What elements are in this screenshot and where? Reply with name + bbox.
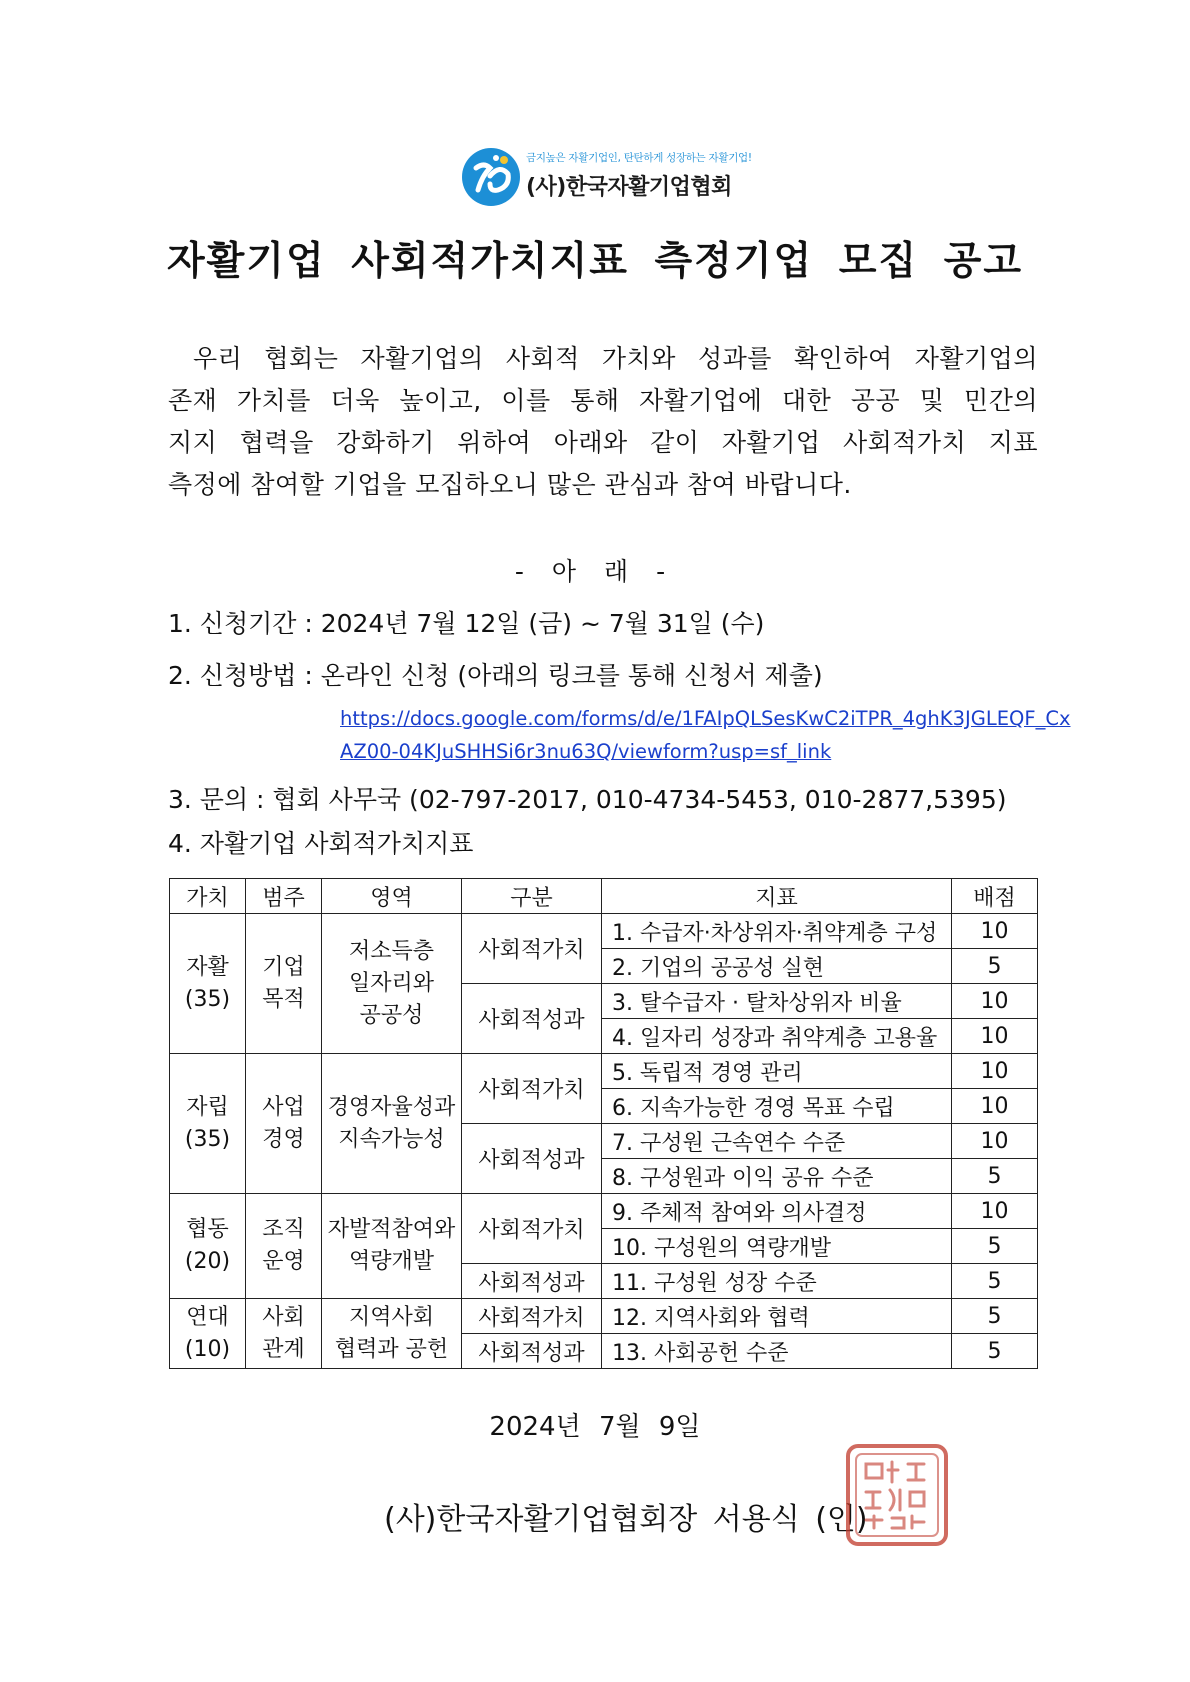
indicator-cell: 10. 구성원의 역량개발 [602, 1229, 952, 1264]
value-cell: 자립 (35) [170, 1054, 246, 1194]
page-title: 자활기업 사회적가치지표 측정기업 모집 공고 [166, 239, 1024, 284]
type-cell: 사회적성과 [462, 1124, 602, 1194]
intro-paragraph [168, 338, 1038, 506]
signer-line: (사)한국자활기업협회장 서용식 (인) [384, 1502, 868, 1537]
org-logo [460, 140, 760, 210]
indicator-cell: 4. 일자리 성장과 취약계층 고용율 [602, 1019, 952, 1054]
org-logo-icon [460, 146, 522, 208]
official-seal-icon [842, 1440, 952, 1550]
indicator-cell: 13. 사회공헌 수준 [602, 1334, 952, 1369]
indicators-heading: 4. 자활기업 사회적가치지표 [168, 829, 474, 858]
intro-line: 측정에 참여할 기업을 모집하오니 많은 관심과 참여 바랍니다. [168, 470, 852, 499]
header-score: 배점 [952, 879, 1038, 914]
category-cell: 조직 운영 [246, 1194, 322, 1299]
score-cell: 10 [952, 1124, 1038, 1159]
logo-org-name: (사)한국자활기업협회 [526, 175, 732, 200]
header-indicator: 지표 [602, 879, 952, 914]
table-row [170, 1054, 1038, 1089]
table-row [170, 1299, 1038, 1334]
score-cell: 10 [952, 1089, 1038, 1124]
score-cell: 10 [952, 914, 1038, 949]
type-cell: 사회적성과 [462, 1334, 602, 1369]
application-form-link[interactable]: https://docs.google.com/forms/d/e/1FAIpQLSesKwC2iTPR_4ghK3JGLEQF_Cx [340, 707, 1071, 730]
score-cell: 5 [952, 1264, 1038, 1299]
value-cell: 협동 (20) [170, 1194, 246, 1299]
value-cell: 자활 (35) [170, 914, 246, 1054]
score-cell: 5 [952, 1159, 1038, 1194]
indicator-cell: 8. 구성원과 이익 공유 수준 [602, 1159, 952, 1194]
type-cell: 사회적가치 [462, 1299, 602, 1334]
notice-date: 2024년 7월 9일 [489, 1412, 701, 1442]
indicator-cell: 11. 구성원 성장 수준 [602, 1264, 952, 1299]
table-header-row [170, 879, 1038, 914]
score-cell: 10 [952, 1194, 1038, 1229]
header-area: 영역 [322, 879, 462, 914]
indicator-cell: 1. 수급자·차상위자·취약계층 구성 [602, 914, 952, 949]
logo-tagline: 금지높은 자활기업인, 탄탄하게 성장하는 자활기업! [526, 152, 752, 164]
contact-info: 3. 문의 : 협회 사무국 (02-797-2017, 010-4734-5453, 010-2877,5395) [168, 785, 1007, 814]
application-method: 2. 신청방법 : 온라인 신청 (아래의 링크를 통해 신청서 제출) [168, 661, 823, 690]
score-cell: 5 [952, 949, 1038, 984]
intro-line: 지지 협력을 강화하기 위하여 아래와 같이 자활기업 사회적가치 지표 [168, 428, 1038, 457]
type-cell: 사회적가치 [462, 1054, 602, 1124]
value-cell: 연대 (10) [170, 1299, 246, 1369]
score-cell: 10 [952, 984, 1038, 1019]
area-cell: 자발적참여와 역량개발 [322, 1194, 462, 1299]
indicator-cell: 6. 지속가능한 경영 목표 수립 [602, 1089, 952, 1124]
area-cell: 저소득층 일자리와 공공성 [322, 914, 462, 1054]
table-row [170, 914, 1038, 949]
indicator-cell: 5. 독립적 경영 관리 [602, 1054, 952, 1089]
type-cell: 사회적가치 [462, 1194, 602, 1264]
score-cell: 5 [952, 1299, 1038, 1334]
application-period: 1. 신청기간 : 2024년 7월 12일 (금) ~ 7월 31일 (수) [168, 609, 765, 638]
category-cell: 사업 경영 [246, 1054, 322, 1194]
intro-line: 우리 협회는 자활기업의 사회적 가치와 성과를 확인하여 자활기업의 [193, 344, 1038, 373]
indicator-cell: 7. 구성원 근속연수 수준 [602, 1124, 952, 1159]
category-cell: 기업 목적 [246, 914, 322, 1054]
indicator-cell: 2. 기업의 공공성 실현 [602, 949, 952, 984]
header-category: 범주 [246, 879, 322, 914]
type-cell: 사회적성과 [462, 984, 602, 1054]
notice-heading: - 아 래 - [514, 557, 676, 586]
indicator-cell: 12. 지역사회와 협력 [602, 1299, 952, 1334]
score-cell: 10 [952, 1019, 1038, 1054]
application-form-link-continued[interactable]: AZ00-04KJuSHHSi6r3nu63Q/viewform?usp=sf_link [340, 740, 832, 763]
intro-line: 존재 가치를 더욱 높이고, 이를 통해 자활기업에 대한 공공 및 민간의 [168, 386, 1038, 415]
header-value: 가치 [170, 879, 246, 914]
header-type: 구분 [462, 879, 602, 914]
area-cell: 경영자율성과 지속가능성 [322, 1054, 462, 1194]
area-cell: 지역사회 협력과 공헌 [322, 1299, 462, 1369]
social-value-indicator-table [169, 878, 1038, 1369]
category-cell: 사회 관계 [246, 1299, 322, 1369]
indicator-cell: 3. 탈수급자 · 탈차상위자 비율 [602, 984, 952, 1019]
type-cell: 사회적가치 [462, 914, 602, 984]
score-cell: 5 [952, 1229, 1038, 1264]
indicator-cell: 9. 주체적 참여와 의사결정 [602, 1194, 952, 1229]
score-cell: 10 [952, 1054, 1038, 1089]
type-cell: 사회적성과 [462, 1264, 602, 1299]
table-row [170, 1194, 1038, 1229]
score-cell: 5 [952, 1334, 1038, 1369]
